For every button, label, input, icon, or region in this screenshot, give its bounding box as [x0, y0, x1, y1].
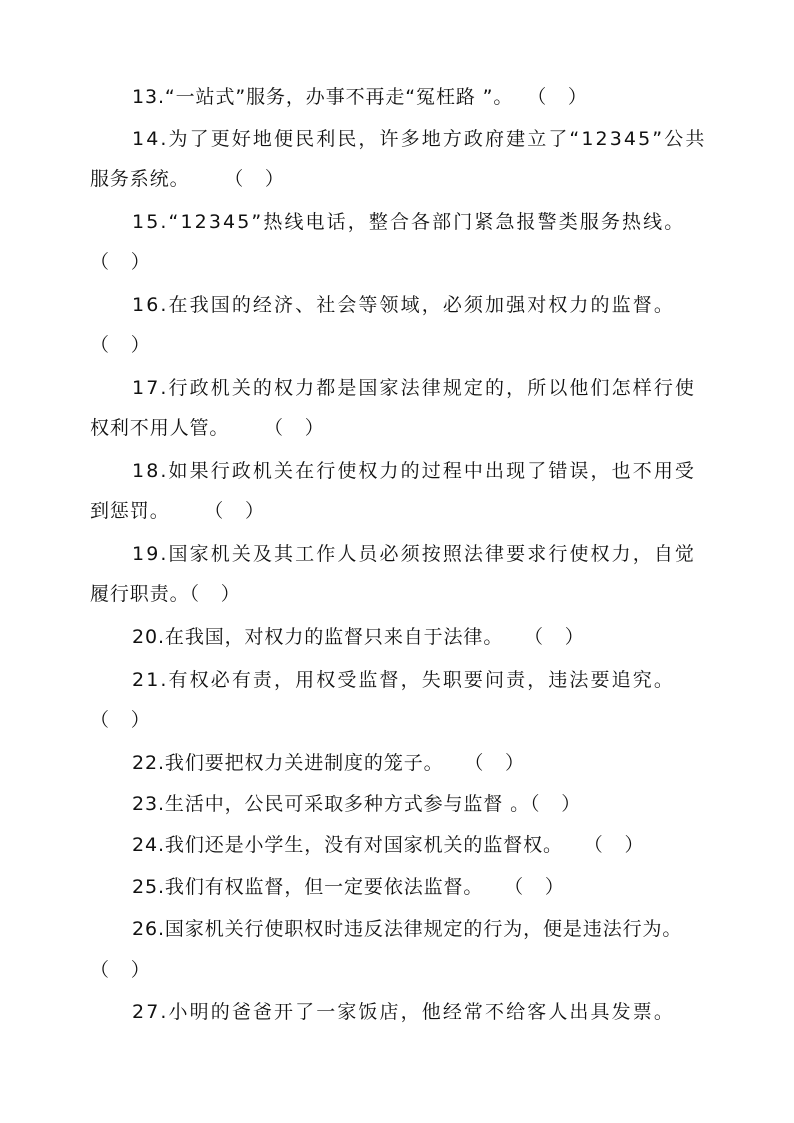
question-16-line-1: 16.在我国的经济、社会等领域，必须加强对权力的监督。 — [132, 294, 675, 316]
question-26-line-2: （ ） — [90, 959, 151, 981]
question-25-line-1: 25.我们有权监督，但一定要依法监督。 （ ） — [132, 876, 565, 898]
question-21-line-1: 21.有权必有责，用权受监督，失职要问责，违法要追究。 — [132, 669, 675, 691]
question-23-line-1: 23.生活中，公民可采取多种方式参与监督 。（ ） — [132, 793, 582, 815]
question-17-line-2: 权利不用人管。 （ ） — [90, 417, 325, 439]
question-22-line-1: 22.我们要把权力关进制度的笼子。 （ ） — [132, 752, 525, 774]
question-24-line-1: 24.我们还是小学生，没有对国家机关的监督权。 （ ） — [132, 834, 645, 856]
question-16-line-2: （ ） — [90, 334, 151, 356]
question-15-line-1: 15.“12345”热线电话，整合各部门紧急报警类服务热线。 — [132, 211, 686, 233]
question-21-line-2: （ ） — [90, 709, 151, 731]
question-15-line-2: （ ） — [90, 251, 151, 273]
question-26-line-1: 26.国家机关行使职权时违反法律规定的行为，便是违法行为。 — [132, 918, 683, 940]
question-27-line-1: 27.小明的爸爸开了一家饭店，他经常不给客人出具发票。 — [132, 1001, 675, 1023]
question-17-line-1: 17.行政机关的权力都是国家法律规定的，所以他们怎样行使 — [132, 377, 697, 399]
question-19-line-2: 履行职责。（ ） — [90, 583, 241, 605]
question-13-line-1: 13.“一站式”服务，办事不再走“冤枉路 ”。 （ ） — [132, 86, 588, 108]
question-18-line-2: 到惩罚。 （ ） — [90, 500, 265, 522]
question-14-line-2: 服务系统。 （ ） — [90, 168, 285, 190]
question-20-line-1: 20.在我国，对权力的监督只来自于法律。 （ ） — [132, 626, 585, 648]
question-18-line-1: 18.如果行政机关在行使权力的过程中出现了错误，也不用受 — [132, 460, 697, 482]
question-14-line-1: 14.为了更好地便民利民，许多地方政府建立了“12345”公共 — [132, 128, 707, 150]
question-19-line-1: 19.国家机关及其工作人员必须按照法律要求行使权力，自觉 — [132, 543, 697, 565]
